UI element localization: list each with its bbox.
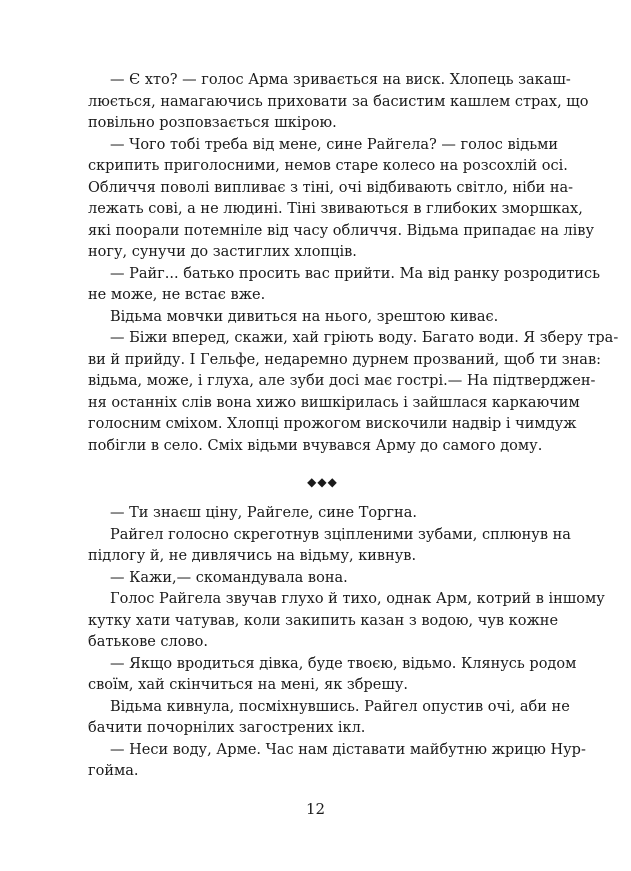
text-line: Райгел голосно скреготнув зціпленими зубами, сплюнув на <box>110 526 571 543</box>
paragraph <box>88 328 619 457</box>
paragraph <box>88 740 586 783</box>
paragraph <box>88 307 557 329</box>
text-line: лежать сові, а не людині. Тіні звиваються в глибоких зморшках, <box>88 201 583 217</box>
book-page <box>88 70 619 783</box>
text-section-2 <box>88 503 605 783</box>
text-line: побігли в село. Сміх відьми вчувався Арму до самого дому. <box>88 437 543 454</box>
paragraph <box>88 503 557 525</box>
paragraph <box>88 697 570 740</box>
text-line: Обличчя поволі випливає з тіні, очі відбивають світло, ніби на- <box>88 179 574 196</box>
text-line: ня останніх слів вона хижо вишкірилась і зайшлася каркаючим <box>88 394 580 411</box>
page-number: 12 <box>305 800 326 818</box>
text-line: повільно розповзається шкірою. <box>88 115 337 131</box>
text-line: — Райг... батько просить вас прийти. Ма від ранку розродитись <box>110 265 601 282</box>
text-line: ногу, сунучи до застиглих хлопців. <box>88 244 357 260</box>
text-line: підлогу й, не дивлячись на відьму, кивнув. <box>88 548 417 564</box>
text-line: не може, не встає вже. <box>88 287 266 303</box>
text-line: ви й прийду. І Гельфе, недаремно дурнем прозваний, щоб ти знав: <box>88 351 601 368</box>
text-line: які поорали потемніле від часу обличчя. Відьма припадає на ліву <box>88 222 595 239</box>
text-line: скрипить приголосними, немов старе колесо на розсохлій осі. <box>88 158 568 174</box>
text-line: Відьма кивнула, посміхнувшись. Райгел опустив очі, аби не <box>110 698 570 715</box>
paragraph <box>88 654 577 697</box>
text-line: голосним сміхом. Хлопці прожогом вискочили надвір і чимдуж <box>88 416 577 432</box>
paragraph <box>88 568 557 590</box>
text-line: — Неси воду, Арме. Час нам діставати майбутню жрицю Нур- <box>110 741 586 758</box>
text-line: кутку хати чатував, коли закипить казан з водою, чув кожне <box>88 612 559 629</box>
text-line: гойма. <box>88 763 139 779</box>
text-line: — Ти знаєш ціну, Райгеле, сине Торгна. <box>110 505 417 521</box>
text-line: відьма, може, і глуха, але зуби досі має гострі.— На підтверджен- <box>88 373 596 389</box>
text-line: Відьма мовчки дивиться на нього, зрештою киває. <box>110 308 499 325</box>
text-section-1 <box>88 70 619 457</box>
paragraph <box>88 525 571 568</box>
paragraph <box>88 264 601 307</box>
text-line: своїм, хай скінчиться на мені, як збрешу. <box>88 677 409 693</box>
text-line: бачити почорнілих загострених ікл. <box>88 720 366 736</box>
text-line: люється, намагаючись приховати за басистим кашлем страх, що <box>88 93 589 110</box>
paragraph <box>88 70 589 135</box>
section-separator: ◆◆◆ <box>307 475 338 489</box>
paragraph <box>88 135 595 264</box>
text-line: батькове слово. <box>88 634 209 650</box>
text-line: — Чого тобі треба від мене, сине Райгела? — голос відьми <box>110 136 559 153</box>
paragraph <box>88 589 605 654</box>
text-line: — Кажи,— скомандувала вона. <box>110 569 348 586</box>
text-line: Голос Райгела звучав глухо й тихо, однак Арм, котрий в іншому <box>110 591 605 607</box>
text-line: — Біжи вперед, скажи, хай гріють воду. Багато води. Я зберу тра- <box>110 330 619 346</box>
text-line: — Якщо вродиться дівка, буде твоєю, відьмо. Клянусь родом <box>110 655 577 672</box>
text-line: — Є хто? — голос Арма зривається на виск. Хлопець закаш- <box>110 72 571 88</box>
